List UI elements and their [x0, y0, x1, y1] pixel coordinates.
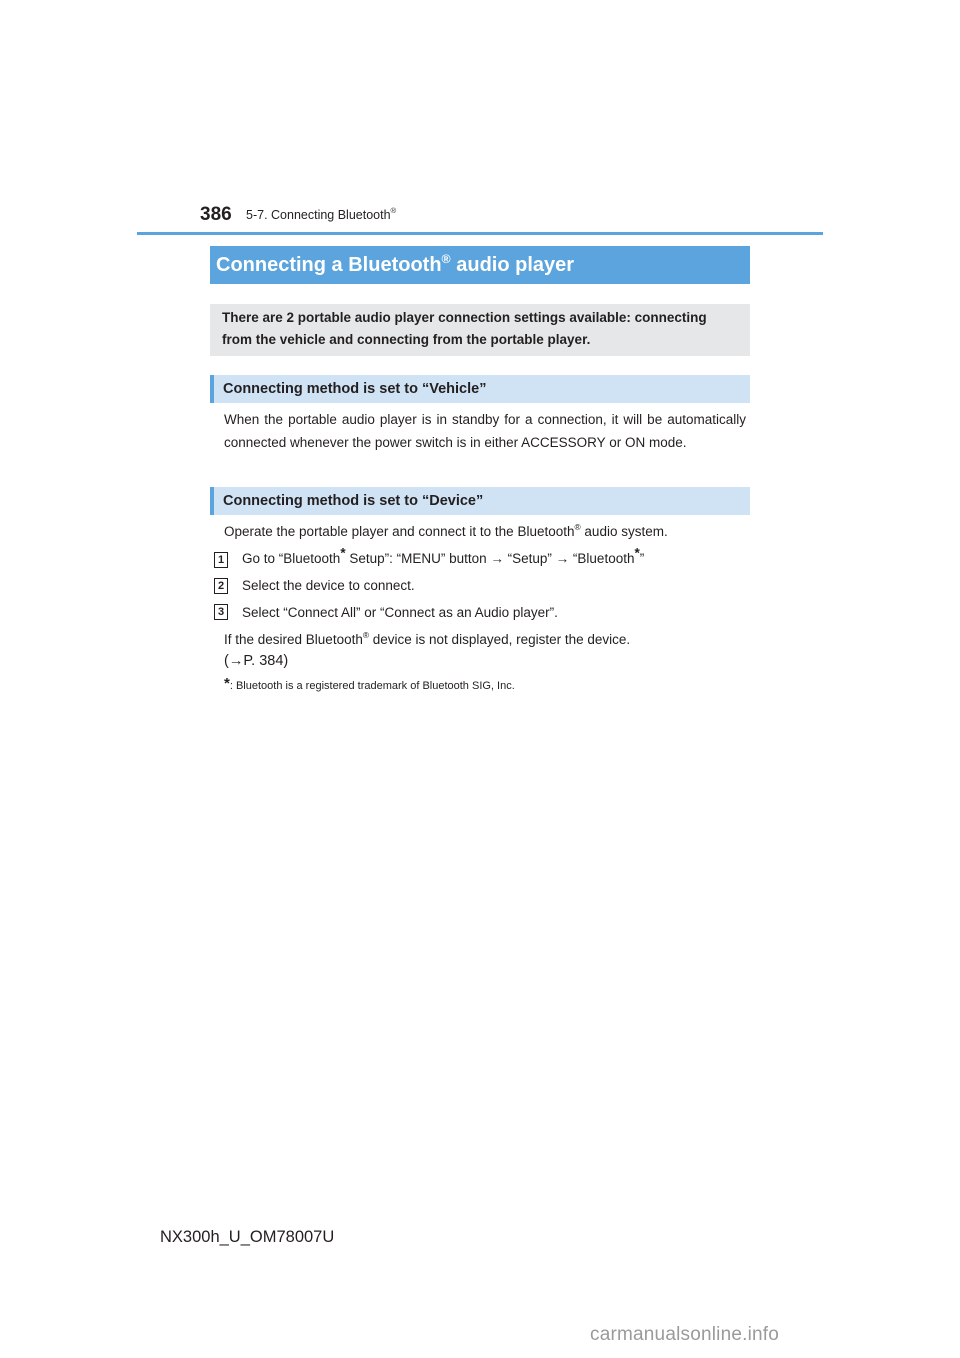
footnote — [224, 675, 515, 694]
title-text-before: Connecting a Bluetooth — [216, 254, 442, 276]
section-header — [246, 208, 396, 222]
vehicle-section-body: When the portable audio player is in standby for a connection, it will be automatically connected whenever the power switch is in either ACCESSORY or ON mode. — [224, 412, 746, 450]
section-label: 5-7. Connecting Bluetooth — [246, 208, 391, 222]
operate-text-before: Operate the portable player and connect it to the Bluetooth — [224, 524, 575, 539]
arrow-icon: → — [228, 653, 244, 669]
operate-registered-mark: ® — [574, 522, 581, 533]
page-number: 386 — [200, 204, 232, 225]
title-registered-mark: ® — [441, 251, 451, 266]
step-1-part1: Go to “Bluetooth — [242, 551, 341, 566]
note-text-before: If the desired Bluetooth — [224, 632, 363, 647]
device-not-displayed-note — [224, 630, 630, 650]
page-reference — [224, 651, 288, 671]
document-code: NX300h_U_OM78007U — [160, 1228, 335, 1246]
intro-box — [210, 304, 750, 356]
note-text-after: device is not displayed, register the device. — [369, 632, 631, 647]
footnote-text: : Bluetooth is a registered trademark of Bluetooth SIG, Inc. — [229, 680, 515, 692]
operate-text-after: audio system. — [580, 524, 668, 539]
note-registered-mark: ® — [362, 630, 370, 641]
step-number-2: 2 — [214, 578, 228, 594]
operate-instruction — [224, 522, 668, 542]
page-title — [210, 246, 750, 284]
ref-open-paren: ( — [224, 653, 229, 669]
step-number-3: 3 — [214, 604, 228, 620]
step-1-text — [242, 545, 645, 569]
step-1-part5: ” — [639, 551, 645, 566]
step-3-text: Select “Connect All” or “Connect as an Audio player”. — [242, 605, 558, 620]
registered-mark: ® — [390, 206, 397, 216]
intro-text: There are 2 portable audio player connection settings available: connecting from the vehicle and connecting from the portable player. — [222, 310, 707, 347]
footnote-asterisk: * — [224, 675, 230, 692]
asterisk-mark: * — [340, 545, 346, 561]
step-1-part4: “Bluetooth — [569, 551, 635, 566]
step-1-part2: Setup”: “MENU” button — [345, 551, 491, 566]
step-1-part3: “Setup” — [503, 551, 556, 566]
device-section-heading: Connecting method is set to “Device” — [210, 487, 750, 515]
vehicle-section-heading: Connecting method is set to “Vehicle” — [210, 375, 750, 403]
asterisk-mark: * — [634, 545, 640, 561]
step-2-text: Select the device to connect. — [242, 578, 415, 593]
arrow-icon: → — [490, 551, 504, 566]
title-text-after: audio player — [450, 254, 575, 276]
header-rule — [137, 232, 823, 235]
step-number-1: 1 — [214, 552, 228, 568]
watermark: carmanualsonline.info — [590, 1324, 780, 1345]
ref-page-text: P. 384) — [243, 653, 289, 669]
arrow-icon: → — [555, 551, 570, 566]
